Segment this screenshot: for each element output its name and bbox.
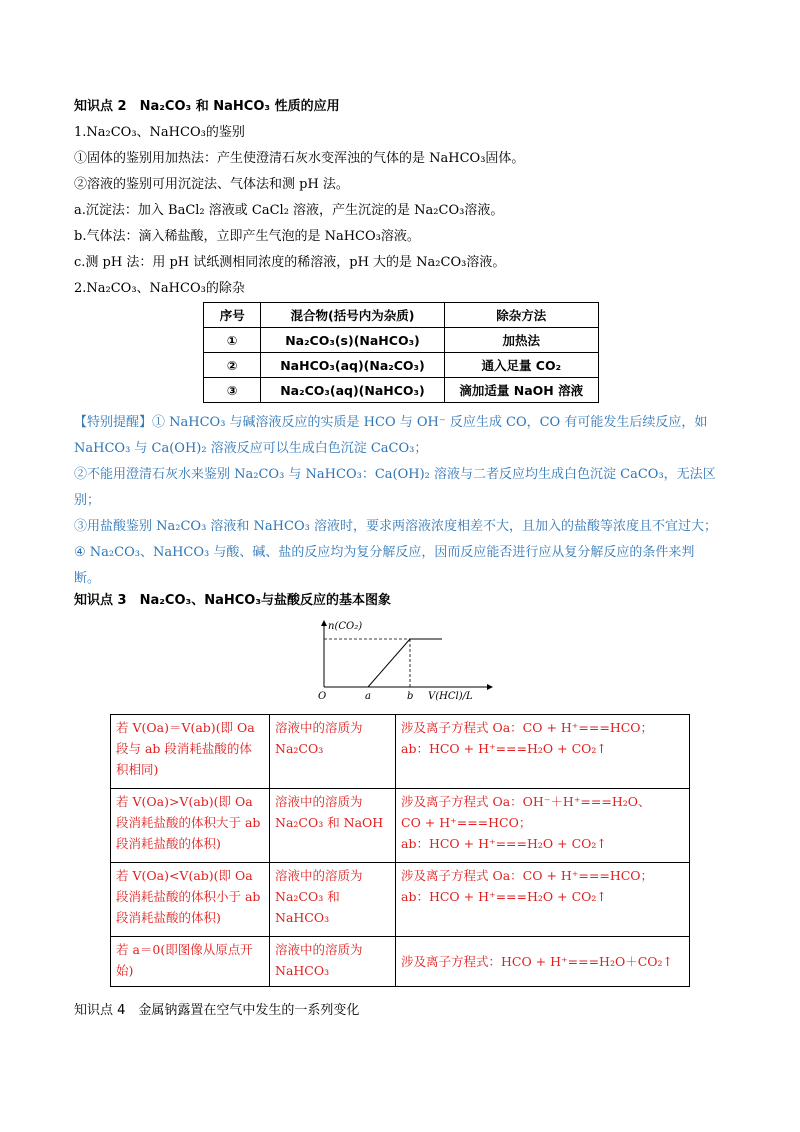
equation-line: 涉及离子方程式 Oa：CO + H⁺===HCO； xyxy=(401,720,654,735)
table-row xyxy=(111,863,690,937)
kp3-title: 知识点 3 Na₂CO₃、NaHCO₃与盐酸反应的基本图象 xyxy=(74,593,392,608)
condition-cell: 若 V(Oa)＝V(ab)(即 Oa 段与 ab 段消耗盐酸的体积相同) xyxy=(111,715,270,789)
table-row xyxy=(204,328,599,353)
table-header-cell: 混合物(括号内为杂质) xyxy=(261,303,444,328)
table-cell: NaHCO₃(aq)(Na₂CO₃) xyxy=(261,353,444,378)
point-a-label: a xyxy=(365,691,371,702)
table-row xyxy=(204,378,599,403)
equation-line: ab：HCO + H⁺===H₂O + CO₂↑ xyxy=(401,741,607,756)
equation-line: CO + H⁺===HCO； xyxy=(401,815,532,830)
equation-cell xyxy=(396,715,690,789)
graph-slope-line xyxy=(368,639,410,687)
tip-1b: NaHCO₃ 与 Ca(OH)₂ 溶液反应可以生成白色沉淀 CaCO₃； xyxy=(74,441,428,456)
kp2-s1-2: ②溶液的鉴别可用沉淀法、气体法和测 pH 法。 xyxy=(74,177,349,192)
solute-cell: 溶液中的溶质为 Na₂CO₃ 和 NaOH xyxy=(270,789,396,863)
table-cell: ① xyxy=(204,328,261,353)
equation-line: ab：HCO + H⁺===H₂O + CO₂↑ xyxy=(401,836,607,851)
solute-cell: 溶液中的溶质为 NaHCO₃ xyxy=(270,937,396,987)
kp2-s2: 2.Na₂CO₃、NaHCO₃的除杂 xyxy=(74,281,245,296)
table-row xyxy=(111,715,690,789)
kp2-s1-c: c.测 pH 法：用 pH 试纸测相同浓度的稀溶液，pH 大的是 Na₂CO₃溶液。 xyxy=(74,255,506,270)
tip-4a: ④ Na₂CO₃、NaHCO₃ 与酸、碱、盐的反应均为复分解反应，因而反应能否进行应从复分解反应的条件来判 xyxy=(74,545,695,560)
tip-1a: 【特别提醒】① NaHCO₃ 与碱溶液反应的实质是 HCO 与 OH⁻ 反应生成 CO，CO 有可能发生后续反应，如 xyxy=(74,415,708,430)
equation-cell xyxy=(396,863,690,937)
table-row xyxy=(111,937,690,987)
condition-cell: 若 a＝0(即图像从原点开始) xyxy=(111,937,270,987)
equation-line: 涉及离子方程式 Oa：OH⁻＋H⁺===H₂O、 xyxy=(401,794,651,809)
x-axis-label: V(HCl)/L xyxy=(428,691,473,702)
point-b-label: b xyxy=(407,691,414,702)
equation-cell xyxy=(396,789,690,863)
equation-line: 涉及离子方程式：HCO + H⁺===H₂O＋CO₂↑ xyxy=(401,954,674,969)
condition-cell: 若 V(Oa)>V(ab)(即 Oa 段消耗盐酸的体积大于 ab 段消耗盐酸的体积) xyxy=(111,789,270,863)
kp2-s1-a: a.沉淀法：加入 BaCl₂ 溶液或 CaCl₂ 溶液，产生沉淀的是 Na₂CO₃溶液。 xyxy=(74,203,504,218)
condition-cell: 若 V(Oa)<V(ab)(即 Oa 段消耗盐酸的体积小于 ab 段消耗盐酸的体积) xyxy=(111,863,270,937)
tip-4b: 断。 xyxy=(74,571,101,586)
table-cell: Na₂CO₃(aq)(NaHCO₃) xyxy=(261,378,444,403)
table-cell: 加热法 xyxy=(444,328,598,353)
purification-table xyxy=(203,302,599,403)
y-axis-label: n(CO₂) xyxy=(328,621,363,632)
tip-2b: 别； xyxy=(74,493,101,508)
table-header-cell: 序号 xyxy=(204,303,261,328)
solute-cell: 溶液中的溶质为 Na₂CO₃ xyxy=(270,715,396,789)
table-cell: ② xyxy=(204,353,261,378)
kp4-title: 知识点 4 金属钠露置在空气中发生的一系列变化 xyxy=(74,1003,360,1018)
table-cell: 通入足量 CO₂ xyxy=(444,353,598,378)
reaction-table xyxy=(110,714,690,987)
table-header-cell: 除杂方法 xyxy=(444,303,598,328)
origin-label: O xyxy=(318,691,327,702)
kp2-s1-b: b.气体法：滴入稀盐酸，立即产生气泡的是 NaHCO₃溶液。 xyxy=(74,229,420,244)
equation-line: 涉及离子方程式 Oa：CO + H⁺===HCO； xyxy=(401,868,654,883)
kp2-s1-1: ①固体的鉴别用加热法：产生使澄清石灰水变浑浊的气体的是 NaHCO₃固体。 xyxy=(74,151,525,166)
kp2-title: 知识点 2 Na₂CO₃ 和 NaHCO₃ 性质的应用 xyxy=(74,99,340,114)
table-cell: ③ xyxy=(204,378,261,403)
table-row xyxy=(111,789,690,863)
solute-cell: 溶液中的溶质为 Na₂CO₃ 和 NaHCO₃ xyxy=(270,863,396,937)
document-body xyxy=(74,94,734,302)
special-tips xyxy=(74,410,734,592)
table-cell: 滴加适量 NaOH 溶液 xyxy=(444,378,598,403)
equation-line: ab：HCO + H⁺===H₂O + CO₂↑ xyxy=(401,889,607,904)
table-header-row xyxy=(204,303,599,328)
kp2-s1: 1.Na₂CO₃、NaHCO₃的鉴别 xyxy=(74,125,245,140)
hcl-co2-graph xyxy=(310,615,500,715)
tip-2a: ②不能用澄清石灰水来鉴别 Na₂CO₃ 与 NaHCO₃：Ca(OH)₂ 溶液与二者反应均生成白色沉淀 CaCO₃，无法区 xyxy=(74,467,716,482)
equation-cell xyxy=(396,937,690,987)
table-row xyxy=(204,353,599,378)
table-cell: Na₂CO₃(s)(NaHCO₃) xyxy=(261,328,444,353)
tip-3: ③用盐酸鉴别 Na₂CO₃ 溶液和 NaHCO₃ 溶液时，要求两溶液浓度相差不大，且加入的盐酸等浓度且不宜过大； xyxy=(74,519,717,534)
